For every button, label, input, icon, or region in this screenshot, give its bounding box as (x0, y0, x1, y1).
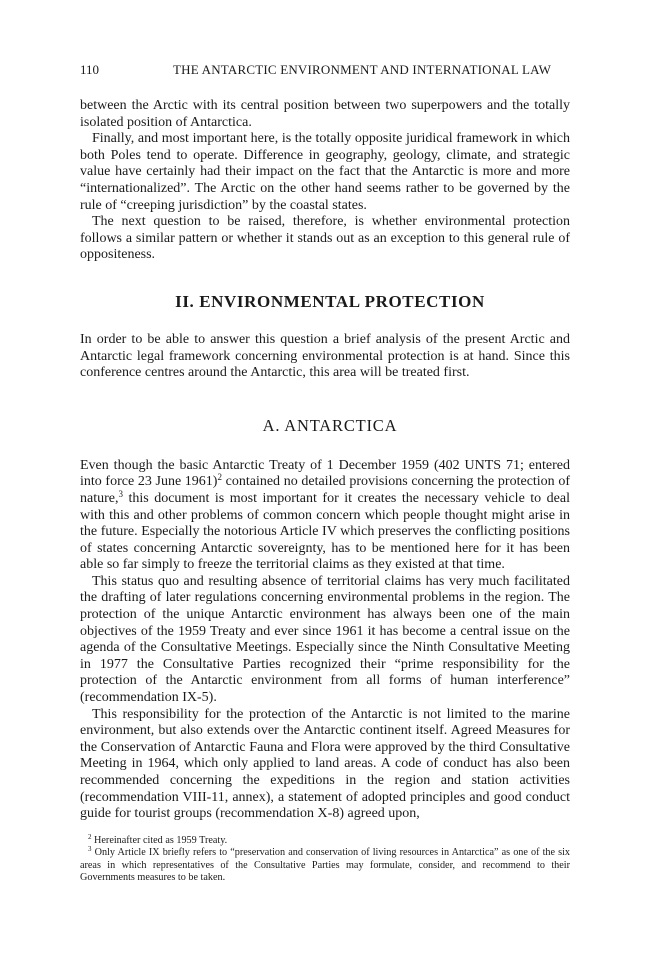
running-title: THE ANTARCTIC ENVIRONMENT AND INTERNATIONAL LAW (173, 62, 552, 77)
running-head (80, 62, 570, 78)
footnote-ref-3: 3 (118, 488, 123, 499)
section-heading: II. ENVIRONMENTAL PROTECTION (175, 291, 485, 311)
footnote-text: Only Article IX briefly refers to “preservation and conservation of living resources in Antarctica” as one of the six areas in which representatives of the Consultative Parties may formulate, consider, and recommend to their Governments measures to be taken. (80, 847, 570, 883)
footnote (80, 847, 570, 884)
paragraph: The next question to be raised, therefore, is whether environmental protection follows a similar pattern or whether it stands out as an exception to this general rule of oppositeness. (80, 214, 570, 263)
text-run: this document is most important for it creates the necessary vehicle to deal with this and other problems of common concern which people thought might arise in the future. Especially the notorious Article IV which preserves the conflicting positions of states concerning Antarctic sovereignty, has to be mentioned here for it has been able so far simply to freeze the territorial claims as they existed at that time. (80, 490, 570, 573)
paragraph: between the Arctic with its central position between two superpowers and the totally isolated position of Antarctica. (80, 98, 570, 130)
page (80, 62, 570, 884)
antarctica-paragraph-2: This status quo and resulting absence of territorial claims has very much facilitated the drafting of later regulations concerning environmental problems in the region. The protection of the unique Antarctic environment has always been one of the main objectives of the 1959 Treaty and ever since 1961 it has become a central issue on the agenda of the Consultative Meetings. Especially since the Ninth Consultative Meeting in 1977 the Consultative Parties recognized their “prime responsibility for the protection of the Antarctic environment from all forms of human interference” (recommendation IX-5). (80, 573, 570, 706)
footnote-mark: 3 (88, 845, 92, 854)
footnote-text: Hereinafter cited as 1959 Treaty. (91, 834, 228, 846)
footnote-ref-2: 2 (217, 472, 222, 483)
paragraph: Finally, and most important here, is the totally opposite juridical framework in which both Poles tend to operate. Difference in geography, geology, climate, and strategic value have certainly had their impact on the fact that the Antarctic is more and more “internationalized”. The Arctic on the other hand seems rather to be governed by the rule of “creeping jurisdiction” by the coastal states. (80, 131, 570, 213)
antarctica-paragraph-1 (80, 458, 570, 574)
footnote (80, 832, 570, 847)
antarctica-paragraph-3: This responsibility for the protection of the Antarctic is not limited to the marine environment, but also extends over the Antarctic continent itself. Agreed Measures for the Conservation of Antarctic Fauna and Flora were approved by the third Consultative Meeting in 1964, which only applied to land areas. A code of conduct has also been recommended concerning the expeditions in the region and station activities (recommendation VIII-11, annex), a statement of adopted principles and good conduct guide for tourist groups (recommendation X-8) agreed upon, (80, 706, 570, 822)
text-run: Even though the basic Antarctic Treaty of 1 December 1959 (402 UNTS 71; entered into force 23 June 1961) (80, 457, 570, 490)
footnote-mark: 2 (88, 832, 92, 841)
subsection-heading: A. ANTARCTICA (262, 415, 398, 435)
text-run: contained no detailed provisions concerning the protection of nature, (80, 474, 571, 506)
section-intro-paragraph: In order to be able to answer this question a brief analysis of the present Arctic and Antarctic legal framework concerning environmental protection is at hand. Since this conference centres around the Antarctic, this area will be treated first. (80, 331, 570, 381)
footnotes (80, 832, 570, 885)
page-number: 110 (80, 62, 100, 77)
